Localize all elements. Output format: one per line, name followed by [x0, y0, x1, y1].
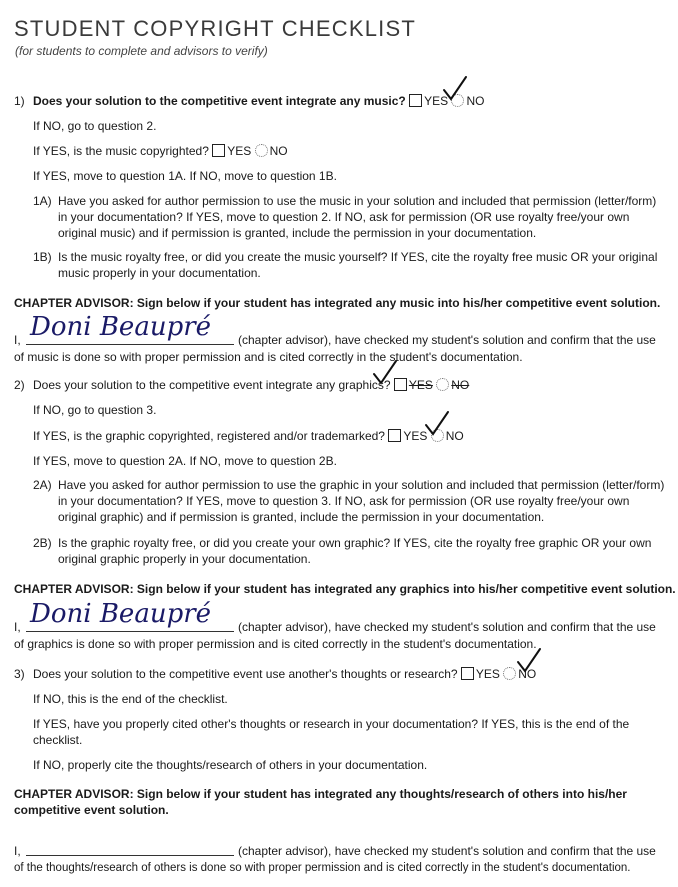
q1-move: If YES, move to question 1A. If NO, move to question 1B.: [33, 169, 337, 183]
q2-sign-text-1: (chapter advisor), have checked my student's solution and confirm that the use: [238, 620, 656, 634]
q2a-label: 2A): [33, 478, 52, 492]
q1-sign-text-1: (chapter advisor), have checked my student's solution and confirm that the use: [238, 333, 656, 347]
q2b-text: Is the graphic royalty free, or did you create your own graphic? If YES, cite the royalty free graphic OR your own original graphic properly in your documentation.: [58, 536, 652, 566]
q3-no-checkmark-icon: [516, 648, 542, 674]
q1-yes-label: YES: [424, 94, 449, 108]
q1-copyright-no-label: NO: [269, 144, 288, 158]
q1-signature: Doni Beaupré: [30, 312, 212, 342]
q2-signature-line[interactable]: [26, 631, 234, 632]
q1-copyright-yes-checkbox[interactable]: [212, 144, 225, 157]
q2-no-label: NO: [451, 378, 470, 392]
q2-sign-text-2: of graphics is done so with proper permission and is cited correctly in the student's documentation.: [14, 637, 537, 651]
q2-sign-prefix: I,: [14, 620, 21, 634]
q2a-text: Have you asked for author permission to use the graphic in your solution and included that permission (letter/form) in your documentation? If YES, move to question 3. If NO, ask for permission (OR use royalty free/your own original graphic) and if permission is granted, include the permission in your documentation.: [58, 478, 665, 524]
q1b-text: Is the music royalty free, or did you create the music yourself? If YES, cite the royalty free music OR your original music properly in your documentation.: [58, 250, 658, 280]
q2b-label: 2B): [33, 536, 52, 550]
q1-question-text: Does your solution to the competitive event integrate any music?: [33, 94, 406, 108]
q1-if-yes-question: [33, 143, 288, 159]
q1-sign-prefix: I,: [14, 333, 21, 347]
q2-question: [33, 377, 469, 393]
q3-no-checkbox[interactable]: [503, 667, 516, 680]
q3-sign-text-1: (chapter advisor), have checked my student's solution and confirm that the use: [238, 844, 656, 858]
q1-advisor-heading: CHAPTER ADVISOR: Sign below if your student has integrated any music into his/her competitive event solution.: [14, 296, 661, 310]
q2-copyright-yes-label: YES: [403, 429, 428, 443]
q3-no-label: NO: [518, 667, 537, 681]
page-subtitle: (for students to complete and advisors to verify): [15, 44, 268, 58]
q2-advisor-heading: CHAPTER ADVISOR: Sign below if your student has integrated any graphics into his/her competitive event solution.: [14, 582, 676, 596]
q1-no-checkmark-icon: [442, 76, 468, 102]
q1-copyright-yes-label: YES: [227, 144, 252, 158]
q3-if-no: If NO, this is the end of the checklist.: [33, 692, 228, 706]
q1-if-no: If NO, go to question 2.: [33, 119, 157, 133]
q3-advisor-heading: CHAPTER ADVISOR: Sign below if your student has integrated any thoughts/research of others into his/her competitive event solution.: [14, 787, 627, 817]
q1-sign-text-2: of music is done so with proper permission and is cited correctly in the student's documentation.: [14, 350, 523, 364]
q1-copyright-no-checkbox[interactable]: [255, 144, 268, 157]
q3-if-no-cite: If NO, properly cite the thoughts/research of others in your documentation.: [33, 758, 428, 772]
q2-no-checkmark-icon: [424, 411, 450, 437]
q3-yes-checkbox[interactable]: [461, 667, 474, 680]
q2-move: If YES, move to question 2A. If NO, move to question 2B.: [33, 454, 337, 468]
q1a-label: 1A): [33, 194, 52, 208]
q1b-label: 1B): [33, 250, 52, 264]
q3-signature-line[interactable]: [26, 855, 234, 856]
q1-if-yes-text: If YES, is the music copyrighted?: [33, 144, 209, 158]
q1-question: [33, 93, 484, 109]
q3-yes-label: YES: [475, 667, 500, 681]
q2-if-yes-question: [33, 428, 464, 444]
q2-if-yes-text: If YES, is the graphic copyrighted, registered and/or trademarked?: [33, 429, 385, 443]
q2-signature: Doni Beaupré: [30, 599, 212, 629]
q1-number: 1): [14, 94, 25, 108]
q3-sign-text-2: of the thoughts/research of others is done so with proper permission and is cited correctly in the student's documentation.: [14, 862, 631, 874]
q2-number: 2): [14, 378, 25, 392]
q1-signature-line[interactable]: [26, 344, 234, 345]
q2-copyright-no-label: NO: [445, 429, 464, 443]
q3-question-text: Does your solution to the competitive event use another's thoughts or research?: [33, 667, 458, 681]
q3-if-yes: If YES, have you properly cited other's thoughts or research in your documentation? If YES, this is the end of the checklist.: [33, 717, 630, 747]
q2-copyright-yes-checkbox[interactable]: [388, 429, 401, 442]
q1-no-label: NO: [466, 94, 485, 108]
q1-yes-checkbox[interactable]: [409, 94, 422, 107]
q2-yes-checkmark-icon: [372, 360, 398, 386]
q2-if-no: If NO, go to question 3.: [33, 403, 157, 417]
q1a-text: Have you asked for author permission to use the music in your solution and included that permission (letter/form) in your documentation? If YES, move to question 2. If NO, ask for permission (OR use royalty free/your own original music) and if permission is granted, include the permission in your documentation.: [58, 194, 657, 240]
q3-number: 3): [14, 667, 25, 681]
q3-sign-prefix: I,: [14, 844, 21, 858]
q2-no-checkbox[interactable]: [436, 378, 449, 391]
q2-question-text: Does your solution to the competitive event integrate any graphics?: [33, 378, 391, 392]
q2-yes-label: YES: [408, 378, 433, 392]
page-title: STUDENT COPYRIGHT CHECKLIST: [14, 16, 416, 41]
q3-question: [33, 666, 536, 682]
